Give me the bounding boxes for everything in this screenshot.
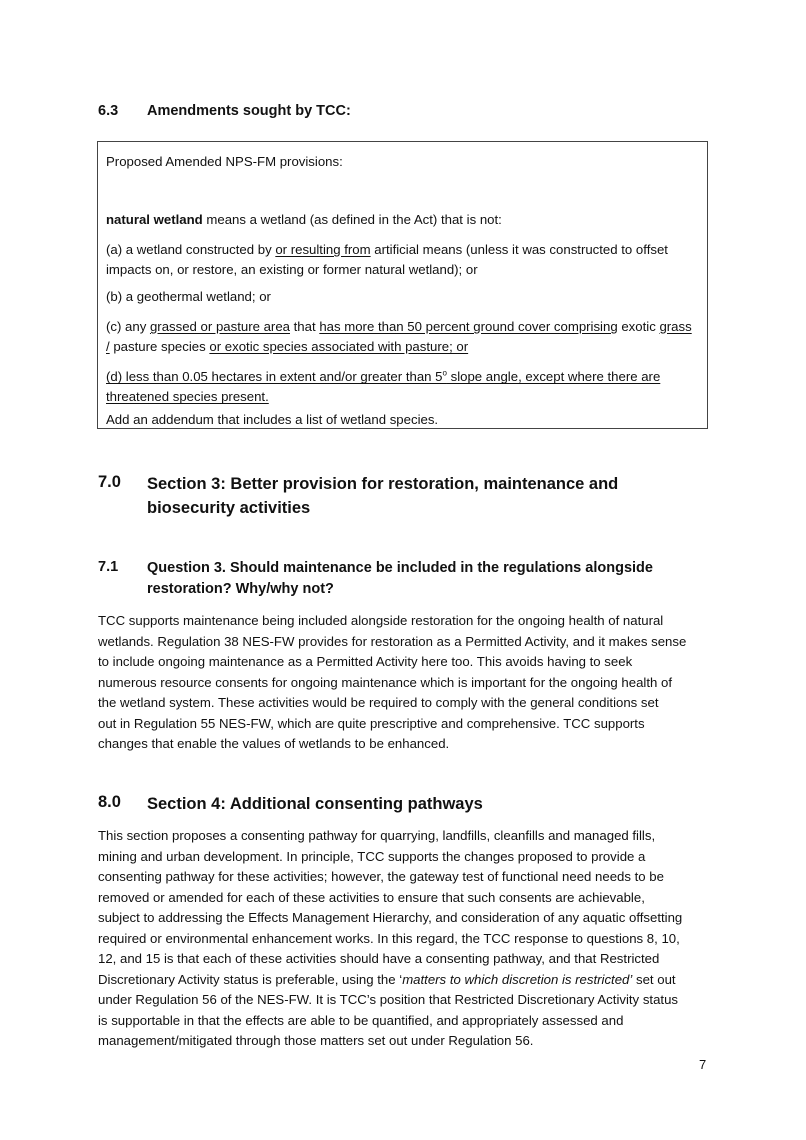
section-6-3-number: 6.3: [98, 103, 119, 119]
paragraph-line: management/mitigated through those matters set out under Regulation 56.: [98, 1033, 534, 1048]
definition-rest: means a wetland (as defined in the Act) that is not:: [202, 212, 502, 227]
italic-line-pre: Discretionary Activity status is preferable, using the ‘: [98, 971, 403, 987]
item-d: [106, 364, 697, 407]
definition-term: natural wetland: [106, 212, 203, 227]
item-c-underlined-4: or exotic species associated with pasture; or: [209, 339, 469, 354]
item-a: [106, 240, 697, 280]
paragraph-line: wetlands. Regulation 38 NES-FW provides for restoration as a Permitted Activity, and it makes sense: [98, 633, 687, 649]
item-c-text-3: exotic: [617, 319, 660, 334]
item-a-text-1: (a) a wetland constructed by: [106, 242, 276, 257]
paragraph-line: changes that enable the values of wetlands to be enhanced.: [98, 736, 450, 751]
section-7-1-title: [147, 558, 667, 600]
item-d-underlined-2: slope angle, except where there are threatened species present.: [106, 369, 661, 405]
section-8-0-title: Section 4: Additional consenting pathways: [147, 795, 483, 813]
section-7-0-title-line-1: Section 3: Better provision for restoration, maintenance and: [147, 475, 619, 493]
item-c-text-4: pasture species: [109, 339, 210, 354]
paragraph-line: subject to addressing the Effects Management Hierarchy, and consideration of any aquatic offsetting: [98, 910, 683, 925]
section-7-1-title-line-2: restoration? Why/why not?: [147, 581, 334, 597]
proposed-provisions-box: [97, 141, 708, 429]
section-7-1-number: 7.1: [98, 559, 119, 575]
paragraph-line: This section proposes a consenting pathway for quarrying, landfills, cleanfills and managed fills,: [98, 828, 656, 843]
paragraph-line: is supportable in that the effects are able to be quantified, and appropriately assessed and: [98, 1012, 624, 1028]
paragraph-line: the wetland system. These activities would be required to comply with the general conditions set: [98, 695, 659, 710]
section-8-0-number: 8.0: [98, 793, 121, 811]
page-number: 7: [699, 1057, 707, 1072]
paragraph-line: consenting pathway for these activities; however, the gateway test of functional need needs to be: [98, 869, 664, 884]
item-c: [106, 317, 697, 357]
degree-superscript: o: [442, 369, 447, 378]
section-6-3-title: Amendments sought by TCC:: [147, 103, 351, 119]
addendum-line: Add an addendum that includes a list of wetland species.: [106, 412, 439, 427]
item-c-text-2: that: [289, 319, 320, 334]
section-7-1-paragraph: [98, 611, 708, 755]
item-c-text-1: (c) any: [106, 319, 150, 334]
paragraph-line: removed or amended for each of these activities to ensure that such consents are achievable,: [98, 889, 645, 905]
paragraph-line: to include ongoing maintenance as a Permitted Activity here too. This avoids having to seek: [98, 654, 633, 669]
paragraph-line: numerous resource consents for ongoing maintenance which is important for the ongoing health of: [98, 674, 672, 690]
italic-line-post: set out: [632, 971, 676, 987]
section-7-0-title: [147, 472, 667, 520]
item-a-underlined-1: or resulting from: [275, 242, 371, 257]
item-c-underlined-3: grass /: [106, 319, 692, 354]
item-b: (b) a geothermal wetland; or: [106, 289, 271, 304]
paragraph-line-italic: [98, 970, 708, 991]
section-7-0-number: 7.0: [98, 473, 121, 491]
paragraph-line: mining and urban development. In principle, TCC supports the changes proposed to provide a: [98, 848, 646, 864]
item-a-text-2: artificial means (unless it was constructed to offset impacts on, or restore, an existing or former natural wetland); or: [106, 242, 668, 277]
item-d-underlined-1: (d) less than 0.05 hectares in extent and/or greater than 5: [106, 369, 443, 385]
section-8-0-paragraph: [98, 826, 708, 1052]
section-7-1-title-line-1: Question 3. Should maintenance be included in the regulations alongside: [147, 560, 653, 576]
item-c-underlined-1: grassed or pasture area: [149, 319, 290, 334]
definition-line: [106, 210, 697, 230]
paragraph-line: required or environmental enhancement works. In this regard, the TCC response to questions 8, 10,: [98, 930, 680, 946]
paragraph-line: out in Regulation 55 NES-FW, which are quite prescriptive and comprehensive. TCC supports: [98, 715, 645, 731]
italic-phrase: matters to which discretion is restricted’: [402, 971, 633, 987]
paragraph-line: under Regulation 56 of the NES-FW. It is TCC’s position that Restricted Discretionary Activity status: [98, 992, 679, 1007]
box-heading: Proposed Amended NPS-FM provisions:: [106, 154, 343, 169]
item-c-underlined-2: has more than 50 percent ground cover comprising: [319, 319, 618, 334]
paragraph-line: 12, and 15 is that each of these activities should have a consenting pathway, and that Restricted: [98, 951, 660, 966]
paragraph-line: TCC supports maintenance being included alongside restoration for the ongoing health of natural: [98, 613, 664, 628]
section-7-0-title-line-2: biosecurity activities: [147, 499, 311, 517]
